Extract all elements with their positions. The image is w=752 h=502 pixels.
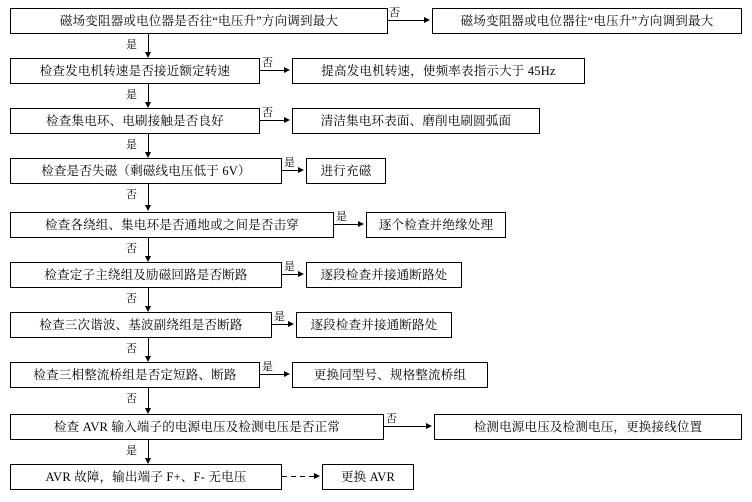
edge-n6-a6-line: [282, 274, 298, 275]
node-n5[interactable]: 检查各绕组、集电环是否通地或之间是否击穿: [10, 212, 334, 238]
node-a4[interactable]: 进行充磁: [306, 158, 386, 184]
edge-n1-a1-arrow: [424, 17, 430, 23]
edge-label-n9-n10: 是: [126, 445, 137, 457]
node-a9[interactable]: 检测电源电压及检测电压，更换接线位置: [434, 414, 742, 440]
edge-label-n7-a7: 是: [274, 311, 285, 323]
edge-label-n3-a3: 否: [262, 107, 273, 119]
edge-n3-a3-arrow: [284, 117, 290, 123]
node-n6[interactable]: 检查定子主绕组及励磁回路是否断路: [10, 262, 282, 288]
edge-label-n8-n9: 否: [126, 393, 137, 405]
node-a2[interactable]: 提高发电机转速，使频率表指示大于 45Hz: [292, 58, 585, 84]
edge-label-n7-n8: 否: [126, 343, 137, 355]
node-a7[interactable]: 逐段检查并接通断路处: [296, 312, 452, 338]
edge-label-n9-a9: 否: [386, 413, 397, 425]
edge-n4-a4-arrow: [298, 167, 304, 173]
edge-n4-n5-line: [148, 184, 149, 207]
edge-n5-a5-arrow: [358, 221, 364, 227]
edge-label-n1-n2: 是: [126, 39, 137, 51]
edge-n9-a9-arrow: [426, 423, 432, 429]
edge-n7-n8-line: [148, 338, 149, 358]
edge-label-n6-n7: 否: [126, 293, 137, 305]
edge-label-n2-n3: 是: [126, 89, 137, 101]
edge-n3-a3-line: [260, 120, 284, 121]
edge-n8-n9-line: [148, 388, 149, 410]
node-a3[interactable]: 清洁集电环表面、磨削电刷圆弧面: [292, 108, 540, 134]
node-n1[interactable]: 磁场变阻器或电位器是否往“电压升”方向调到最大: [10, 8, 388, 34]
edge-label-n6-a6: 是: [284, 261, 295, 273]
edge-label-n3-n4: 是: [126, 139, 137, 151]
node-a5[interactable]: 逐个检查并绝缘处理: [366, 212, 506, 238]
node-n10[interactable]: AVR 故障，输出端子 F+、F- 无电压: [10, 464, 282, 490]
edge-n2-a2-line: [260, 70, 284, 71]
node-a10[interactable]: 更换 AVR: [322, 464, 414, 490]
node-n9[interactable]: 检查 AVR 输入端子的电源电压及检测电压是否正常: [10, 414, 384, 440]
edge-n2-a2-arrow: [284, 67, 290, 73]
node-n7[interactable]: 检查三次谐波、基波副绕组是否断路: [10, 312, 272, 338]
node-a1[interactable]: 磁场变阻器或电位器往“电压升”方向调到最大: [432, 8, 742, 34]
node-n8[interactable]: 检查三相整流桥组是否定短路、断路: [10, 362, 260, 388]
edge-n6-a6-arrow: [298, 271, 304, 277]
edge-n1-a1-line: [388, 20, 424, 21]
edge-label-n8-a8: 是: [262, 361, 273, 373]
edge-n9-n10-line: [148, 440, 149, 460]
edge-label-n4-a4: 是: [284, 157, 295, 169]
node-a6[interactable]: 逐段检查并接通断路处: [306, 262, 462, 288]
edge-n8-a8-arrow: [284, 371, 290, 377]
node-n4[interactable]: 检查是否失磁（剩磁线电压低于 6V）: [10, 158, 282, 184]
node-a8[interactable]: 更换同型号、规格整流桥组: [292, 362, 488, 388]
node-n2[interactable]: 检查发电机转速是否接近额定转速: [10, 58, 260, 84]
edge-n5-a5-line: [334, 224, 358, 225]
edge-n5-n6-line: [148, 238, 149, 258]
edge-n4-n5-arrow: [145, 205, 151, 211]
edge-n8-a8-line: [260, 374, 284, 375]
edge-n4-a4-line: [282, 170, 298, 171]
edge-n1-n2-line: [148, 34, 149, 54]
edge-label-n1-a1: 否: [389, 7, 400, 19]
edge-n9-a9-line: [384, 426, 426, 427]
edge-label-n4-n5: 否: [126, 189, 137, 201]
node-n3[interactable]: 检查集电环、电刷接触是否良好: [10, 108, 260, 134]
edge-n2-n3-line: [148, 84, 149, 104]
edge-n10-a10-line: [282, 476, 314, 477]
edge-label-n5-a5: 是: [336, 211, 347, 223]
edge-label-n5-n6: 否: [126, 243, 137, 255]
edge-n3-n4-line: [148, 134, 149, 154]
edge-label-n2-a2: 否: [262, 57, 273, 69]
edge-n10-a10-arrow: [314, 473, 320, 479]
edge-n6-n7-line: [148, 288, 149, 308]
edge-n7-a7-line: [272, 324, 288, 325]
edge-n7-a7-arrow: [288, 321, 294, 327]
